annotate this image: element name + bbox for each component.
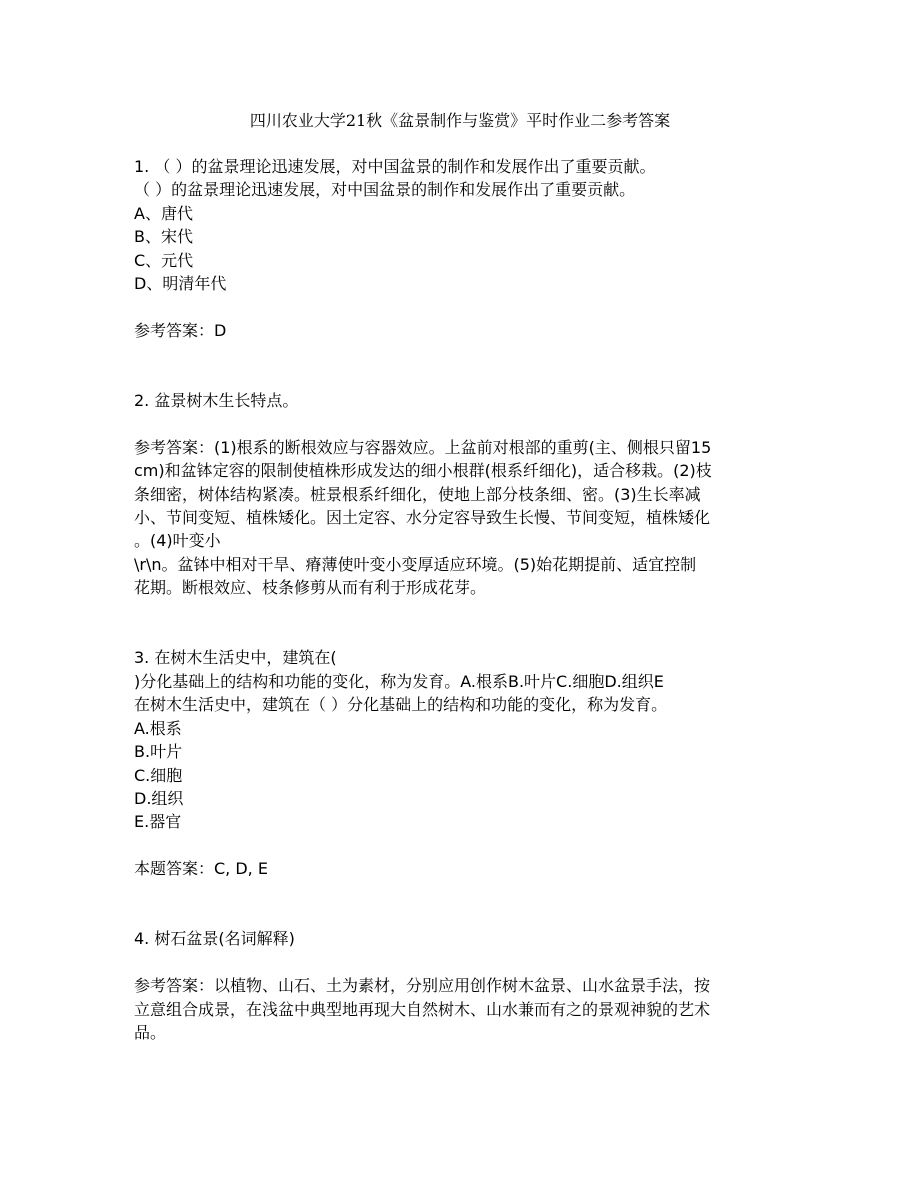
question-3-option-a: A.根系 — [134, 718, 182, 738]
question-2 — [134, 389, 794, 600]
question-3-option-d: D.组织 — [134, 788, 184, 808]
question-1-answer: 参考答案：D — [134, 320, 227, 340]
question-3-option-e: E.器官 — [134, 812, 182, 832]
question-1-stem: （ ）的盆景理论迅速发展，对中国盆景的制作和发展作出了重要贡献。 — [134, 180, 636, 200]
question-3-answer: 本题答案：C, D, E — [134, 859, 268, 879]
question-2-title: 2. 盆景树木生长特点。 — [134, 391, 299, 411]
question-2-answer-line: 。(4)叶变小 — [134, 531, 221, 551]
question-3-option-c: C.细胞 — [134, 765, 183, 785]
question-3-option-b: B.叶片 — [134, 742, 183, 762]
question-2-answer-line: \r\n。盆钵中相对干旱、瘠薄使叶变小变厚适应环境。(5)始花期提前、适宜控制 — [134, 554, 697, 574]
question-1-title: 1. （ ）的盆景理论迅速发展，对中国盆景的制作和发展作出了重要贡献。 — [134, 157, 656, 176]
question-2-answer-line: 小、节间变短、植株矮化。因土定容、水分定容导致生长慢、节间变短，植株矮化 — [134, 508, 711, 528]
question-4-answer-line: 品。 — [134, 1022, 167, 1042]
question-1-option-b: B、宋代 — [134, 227, 193, 247]
question-4 — [134, 927, 794, 1044]
question-2-answer-line: 花期。断根效应、枝条修剪从而有利于形成花芽。 — [134, 578, 487, 598]
question-1-option-c: C、元代 — [134, 250, 194, 270]
question-4-answer-line: 参考答案：以植物、山石、土为素材，分别应用创作树木盆景、山水盆景手法，按 — [134, 976, 711, 996]
document-title: 四川农业大学21秋《盆景制作与鉴赏》平时作业二参考答案 — [249, 111, 671, 130]
question-2-answer-line: 条细密，树体结构紧凑。桩景根系纤细化，使地上部分枝条细、密。(3)生长率减 — [134, 484, 701, 504]
question-3 — [134, 646, 794, 880]
question-2-answer-line: 参考答案：(1)根系的断根效应与容器效应。上盆前对根部的重剪(主、侧根只留15 — [134, 437, 712, 457]
question-1 — [134, 155, 794, 342]
question-3-title-line: 3. 在树木生活史中，建筑在( — [134, 648, 337, 668]
question-1-option-d: D、明清年代 — [134, 274, 227, 294]
question-1-option-a: A、唐代 — [134, 203, 193, 223]
question-4-title: 4. 树石盆景(名词解释) — [134, 929, 295, 949]
question-4-answer-line: 立意组合成景，在浅盆中典型地再现大自然树木、山水兼而有之的景观神貌的艺术 — [134, 999, 711, 1019]
question-3-title-line: )分化基础上的结构和功能的变化，称为发育。A.根系B.叶片C.细胞D.组织E — [134, 671, 664, 691]
document-content — [134, 155, 794, 1044]
question-2-answer-line: cm)和盆钵定容的限制使植株形成发达的细小根群(根系纤细化)，适合移栽。(2)枝 — [134, 461, 712, 481]
question-3-stem: 在树木生活史中，建筑在（ ）分化基础上的结构和功能的变化，称为发育。 — [134, 695, 668, 715]
